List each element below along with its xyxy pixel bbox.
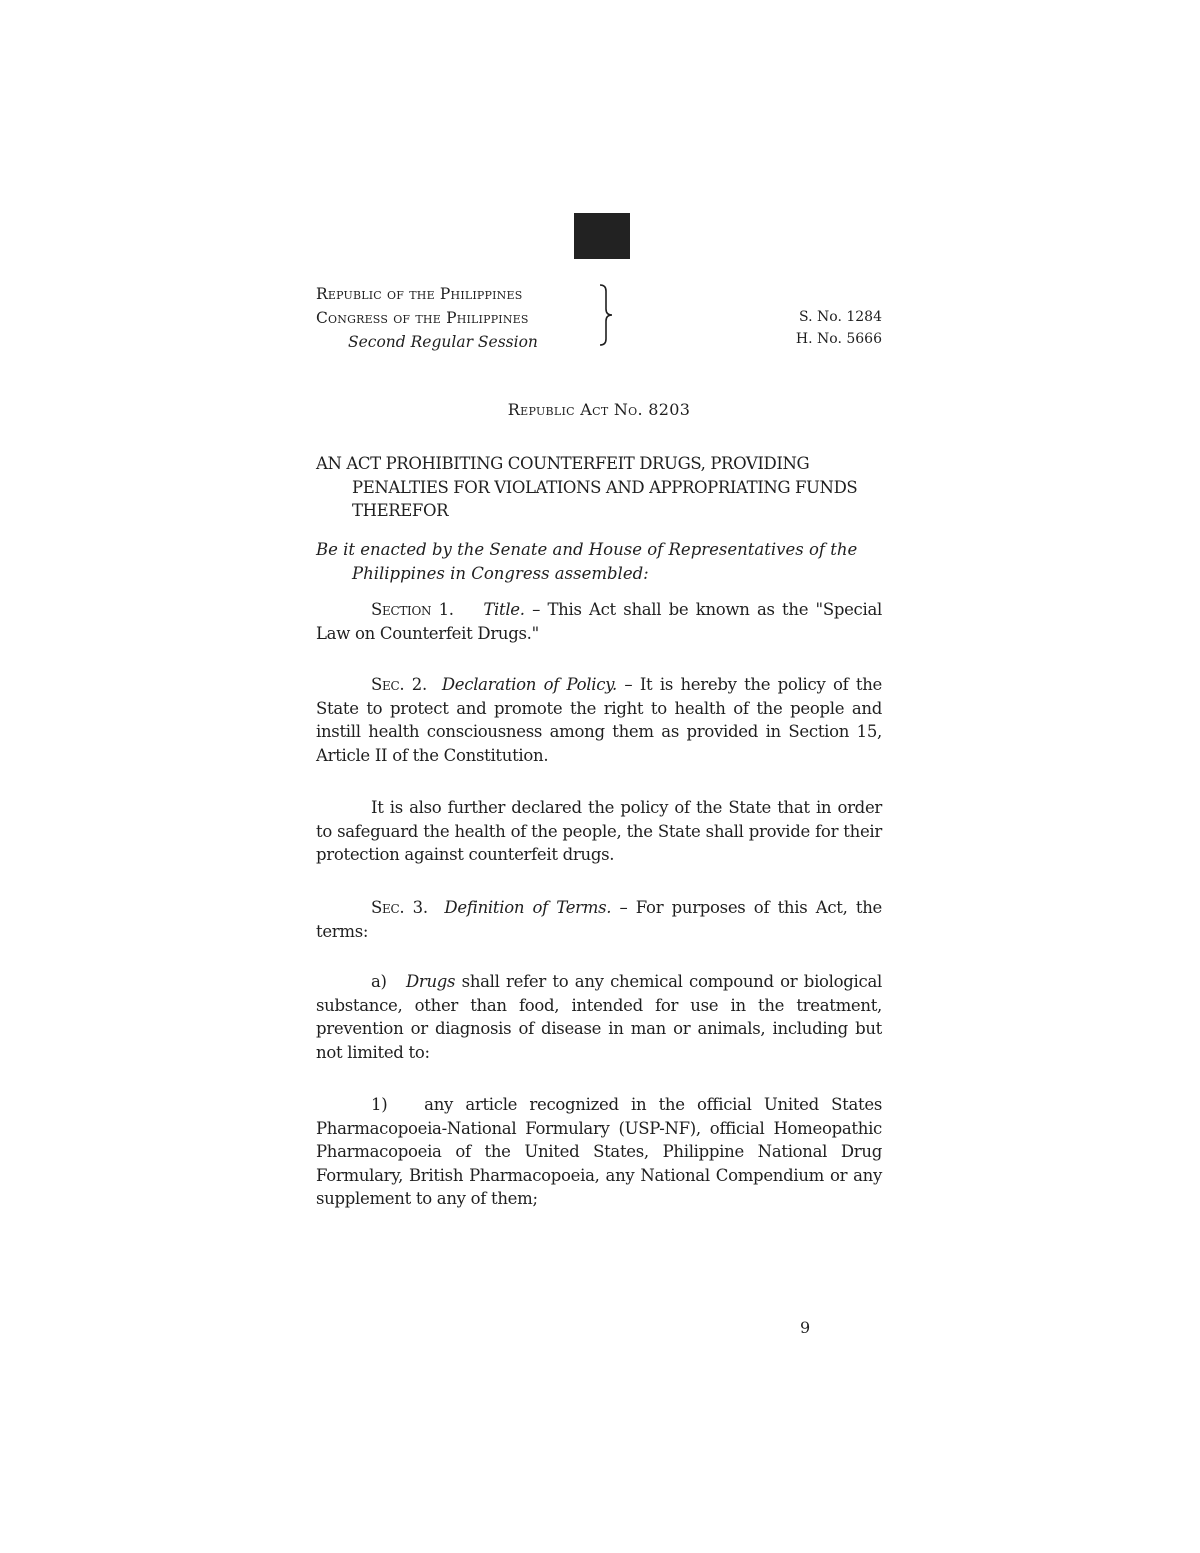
item-a1-label: 1): [371, 1095, 388, 1114]
section-3-title: Definition of Terms.: [444, 898, 612, 917]
act-number: Republic Act No. 8203: [507, 400, 691, 419]
item-a-term: Drugs: [405, 972, 456, 991]
section-2-label: Sec. 2.: [371, 675, 427, 694]
section-2-text: – It is hereby the policy of the State to protect and promote the right to health of the people and instill health consciousness among them as provided in Section 15, Article II of the Constitution.: [316, 675, 882, 765]
section-2-paragraph-2: It is also further declared the policy of the State that in order to safeguard the health of the people, the State shall provide for their protection against counterfeit drugs.: [316, 798, 882, 864]
enacting-clause: Be it enacted by the Senate and House of Representatives of the Philippines in Congress assembled:: [316, 540, 858, 583]
section-1: [316, 598, 882, 645]
section-1-text: – This Act shall be known as the "Special Law on Counterfeit Drugs.": [316, 600, 882, 643]
section-2-title: Declaration of Policy.: [441, 675, 617, 694]
header-left-block: [316, 282, 606, 354]
page-number: 9: [800, 1318, 811, 1337]
senate-bill-number: S. No. 1284: [799, 309, 882, 325]
header-republic: Republic of the Philippines: [316, 285, 523, 303]
section-1-label: Section 1.: [371, 600, 454, 619]
header-session: Second Regular Session: [348, 333, 538, 351]
section-3-item-a: [316, 970, 882, 1064]
act-heading: AN ACT PROHIBITING COUNTERFEIT DRUGS, PROVIDING PENALTIES FOR VIOLATIONS AND APPROPRIATING FUNDS THEREFOR: [316, 454, 858, 520]
section-2: [316, 673, 882, 767]
section-3-text: – For purposes of this Act, the terms:: [316, 898, 882, 941]
header-congress: Congress of the Philippines: [316, 309, 529, 327]
section-3-label: Sec. 3.: [371, 898, 428, 917]
item-a1-text: any article recognized in the official United States Pharmacopoeia-National Formulary (USP-NF), official Homeopathic Pharmacopoeia of the United States, Philippine National Drug Formulary, British Pharmacopoeia, any National Compendium or any supplement to any of them;: [316, 1095, 882, 1208]
item-a-text: shall refer to any chemical compound or biological substance, other than food, intended for use in the treatment, prevention or diagnosis of disease in man or animals, including but not limited to:: [316, 972, 882, 1062]
section-3: [316, 896, 882, 943]
bill-numbers: [796, 306, 882, 350]
section-1-title: Title.: [483, 600, 525, 619]
black-square-mark: [574, 213, 630, 259]
right-brace-icon: [598, 283, 614, 347]
item-a-label: a): [371, 972, 387, 991]
house-bill-number: H. No. 5666: [795, 331, 882, 347]
section-3-item-a-1: [316, 1093, 882, 1211]
